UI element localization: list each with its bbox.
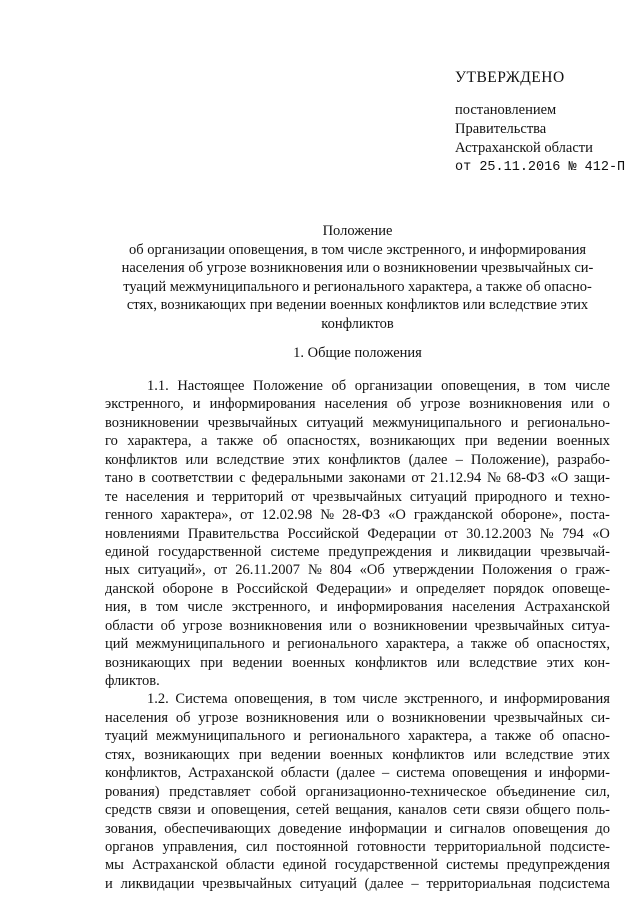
word: Положение),	[470, 451, 550, 468]
word: организации	[354, 378, 433, 394]
word: информации	[349, 820, 427, 837]
text-line	[105, 377, 610, 395]
word: от	[444, 525, 458, 542]
word: в	[221, 580, 229, 597]
word: Положения	[482, 562, 553, 579]
title-line: об организации оповещения, в том числе экстренного, и информирования	[128, 241, 587, 258]
word: «О	[592, 525, 610, 542]
text-line	[105, 561, 610, 579]
text-line	[105, 543, 610, 561]
word: ния,	[105, 599, 131, 616]
word: угрозе	[182, 617, 223, 634]
word: государственной	[158, 543, 262, 560]
section-heading: 1. Общие положения	[293, 345, 422, 361]
word: зования,	[105, 820, 157, 837]
word: о	[602, 396, 610, 413]
word: сил,	[584, 783, 610, 800]
word: «О	[388, 507, 406, 524]
word: те	[105, 488, 118, 505]
word: возникновении	[391, 709, 486, 726]
word: в	[138, 470, 146, 487]
word: населения	[125, 488, 189, 505]
word: чрезвычайных	[312, 488, 403, 505]
text-line	[105, 488, 610, 506]
word: конфликтов,	[105, 765, 182, 782]
word: обеспечивающих	[164, 820, 271, 837]
word: или	[329, 617, 353, 634]
word: чрезвычайных	[202, 875, 292, 892]
word: и	[105, 875, 113, 892]
word: информирования	[504, 691, 610, 708]
word: конфликтов	[105, 451, 178, 468]
word: территориальная	[426, 875, 532, 892]
word: ситуаций	[409, 488, 467, 505]
text-line	[105, 746, 610, 764]
word: или	[436, 654, 460, 671]
word: порядок	[493, 580, 544, 597]
word: Астраханской	[524, 599, 610, 616]
word: Правительства	[187, 525, 280, 542]
word: средств	[105, 802, 152, 819]
word: Российской	[287, 525, 359, 542]
word: до	[595, 820, 610, 837]
word: и	[440, 543, 449, 560]
word: обороне	[162, 580, 214, 597]
word: этих	[546, 654, 575, 671]
word: (далее	[408, 451, 448, 468]
number-sign: №	[568, 160, 577, 175]
word: территорий	[212, 488, 284, 505]
paragraph	[105, 690, 610, 893]
word: территориальной	[434, 838, 542, 855]
word: населения	[451, 599, 516, 616]
word: 12.02.98	[261, 507, 313, 524]
word: генного	[105, 507, 153, 524]
word: чрезвычайных	[207, 414, 298, 431]
word: новлениями	[105, 525, 180, 542]
word: об	[160, 617, 176, 634]
word: в	[319, 691, 327, 708]
word: связи	[486, 802, 520, 819]
text-line	[105, 506, 610, 524]
word: об	[331, 378, 347, 394]
approval-date: 25.11.2016	[479, 160, 561, 175]
word: информирования	[336, 599, 443, 616]
word: законами	[348, 470, 406, 487]
word: при	[200, 654, 223, 671]
word: военных	[329, 746, 383, 763]
word: том	[156, 599, 179, 616]
word: система	[396, 765, 446, 782]
word: угрозе	[198, 709, 239, 726]
text-line	[105, 690, 610, 708]
word: ведении	[270, 746, 321, 763]
word: информи-	[549, 765, 610, 782]
word: информирования	[209, 396, 316, 413]
word: с	[239, 470, 246, 487]
word: и	[554, 488, 563, 505]
word: сил	[246, 838, 268, 855]
text-line	[105, 414, 610, 432]
word: также	[216, 433, 254, 450]
word: конфликтов	[328, 451, 401, 468]
word: кон-	[583, 654, 610, 671]
approval-stamp	[455, 68, 635, 177]
word: или	[473, 746, 497, 763]
word: при	[464, 433, 488, 450]
word: подсистема	[539, 875, 610, 892]
word: сигналов	[449, 820, 506, 837]
word: ситуа-	[571, 617, 610, 634]
word: доведение	[278, 820, 342, 837]
word: си-	[590, 709, 610, 726]
word: а	[480, 728, 487, 745]
word: области	[280, 765, 330, 782]
text-line	[105, 432, 610, 450]
word: или	[570, 396, 594, 413]
text-line	[105, 709, 610, 727]
word: утверждении	[392, 562, 474, 579]
word: 1.1.	[147, 378, 169, 394]
word: туаций	[105, 728, 148, 745]
word: поста-	[570, 507, 610, 524]
word: регионального	[309, 728, 400, 745]
word: об	[262, 433, 278, 450]
word: вследствие	[505, 746, 574, 763]
word: характера,	[385, 636, 450, 653]
word: населения	[105, 709, 169, 726]
word: этих	[582, 746, 610, 763]
word: «Об	[359, 562, 385, 579]
title-line: Положение	[322, 223, 393, 239]
text-line	[105, 617, 610, 635]
word: природного	[474, 488, 547, 505]
word: межмуниципального	[156, 728, 286, 745]
word: вследствие	[216, 451, 285, 468]
word: об	[539, 728, 555, 745]
text-line	[105, 783, 610, 801]
word: также	[470, 636, 508, 653]
word: граж-	[575, 562, 610, 579]
word: оповещения	[452, 765, 528, 782]
word: №	[487, 470, 501, 487]
word: 28-ФЗ	[342, 507, 381, 524]
word: рования)	[105, 783, 160, 800]
word: 68-ФЗ	[506, 470, 545, 487]
title-line: стях, возникающих при ведении военных конфликтов или вследствие этих	[126, 297, 589, 314]
word: 30.12.2003	[466, 525, 532, 542]
word: и	[534, 765, 543, 782]
word: об	[514, 636, 530, 653]
word: го	[105, 433, 118, 450]
word: возникающих	[369, 433, 456, 450]
word: сетей	[295, 802, 330, 819]
word: межмуниципального	[372, 414, 502, 431]
word: числе	[187, 599, 223, 616]
approval-number: 412-П	[584, 160, 626, 175]
word: межмуниципального	[135, 636, 265, 653]
word: конфликтов	[354, 654, 428, 671]
word: защи-	[574, 470, 610, 487]
word: возникающих	[105, 654, 191, 671]
word: оповещения,	[234, 691, 314, 708]
word: Астраханской	[132, 857, 218, 874]
word: фликтов.	[105, 673, 160, 689]
word: том	[333, 691, 356, 708]
approval-heading: УТВЕРЖДЕНО	[455, 69, 565, 86]
word: возникновения	[229, 617, 323, 634]
word: –	[382, 765, 390, 782]
word: опасно-	[562, 728, 610, 745]
word: 26.11.2007	[235, 562, 300, 579]
word: ных	[105, 562, 130, 579]
text-line	[105, 820, 610, 838]
word: каналов	[398, 802, 447, 819]
word: ситуаций»,	[137, 562, 206, 579]
word: от	[411, 470, 425, 487]
word: готовности	[356, 838, 426, 855]
word: военных	[556, 433, 610, 450]
word: об	[396, 396, 412, 413]
text-line	[105, 395, 610, 413]
text-line	[105, 801, 610, 819]
word: ситуаций	[306, 414, 364, 431]
word: от	[213, 562, 228, 579]
word: Федерации	[367, 525, 436, 542]
word: поль-	[576, 802, 610, 819]
word: организационно-техническое	[305, 783, 487, 800]
word: экстренного,	[105, 396, 184, 413]
word: управления,	[162, 838, 238, 855]
word: предупреждения	[506, 857, 610, 874]
word: 21.12.94	[430, 470, 482, 487]
word: ций	[105, 636, 129, 653]
word: характера,	[408, 728, 473, 745]
word: –	[411, 875, 419, 892]
word: связи	[157, 802, 192, 819]
word: чрезвычайных	[474, 617, 565, 634]
word: характера,	[127, 433, 192, 450]
word: о	[359, 617, 367, 634]
text-line	[105, 672, 610, 690]
word: данской	[105, 580, 155, 597]
document-title	[105, 222, 610, 334]
word: определяет	[416, 580, 486, 597]
word: опасностях,	[286, 433, 361, 450]
word: и	[434, 820, 443, 837]
word: техно-	[570, 488, 610, 505]
word: чрезвычайных	[493, 709, 584, 726]
word: Система	[175, 691, 228, 708]
word: вследствие	[469, 654, 538, 671]
word: Положение	[253, 378, 323, 394]
word: ликвидации	[120, 875, 195, 892]
word: стях,	[105, 746, 136, 763]
word: военных	[292, 654, 346, 671]
word: от	[291, 488, 305, 505]
word: возникновения	[469, 396, 562, 413]
word: общего	[525, 802, 571, 819]
word: возникновении	[373, 617, 468, 634]
word: единой	[105, 543, 150, 560]
word: регионально-	[527, 414, 610, 431]
text-line	[105, 654, 610, 672]
word: подсисте-	[549, 838, 610, 855]
word: об	[175, 709, 191, 726]
word: характера»,	[160, 507, 233, 524]
word: единой	[282, 857, 327, 874]
word: том	[543, 378, 567, 394]
word: системе	[270, 543, 320, 560]
text-line	[105, 875, 610, 893]
word: о	[560, 562, 568, 579]
text-line	[105, 469, 610, 487]
word: и	[293, 728, 302, 745]
word: системы	[446, 857, 499, 874]
word: 804	[329, 562, 352, 579]
approval-date-line	[455, 158, 635, 177]
word: чрезвычай-	[540, 543, 610, 560]
word: Астраханской	[188, 765, 274, 782]
title-line: населения об угрозе возникновения или о возникновении чрезвычайных си-	[121, 260, 594, 277]
text-line	[105, 727, 610, 745]
word: Настоящее	[177, 378, 245, 394]
word: №	[308, 562, 322, 579]
word: мы	[105, 857, 124, 874]
word: а	[201, 433, 208, 450]
word: ведении	[232, 654, 283, 671]
word: представляет	[169, 783, 251, 800]
word: сети	[452, 802, 481, 819]
word: и	[510, 414, 519, 431]
approval-line: Астраханской области	[455, 140, 593, 156]
word: в	[528, 378, 536, 394]
text-line	[105, 451, 610, 469]
text-line	[105, 598, 610, 616]
word: объединение	[496, 783, 576, 800]
word: государственной	[334, 857, 439, 874]
word: 1.2.	[147, 691, 169, 708]
word: разрабо-	[557, 451, 610, 468]
word: конфликтов	[392, 746, 465, 763]
word: числе	[362, 691, 398, 708]
word: «О	[550, 470, 569, 487]
word: и	[319, 599, 328, 616]
word: в	[140, 599, 147, 616]
text-line	[105, 635, 610, 653]
word: вещания,	[335, 802, 393, 819]
word: обороне»,	[500, 507, 563, 524]
word: или	[185, 451, 209, 468]
word: ситуаций	[299, 875, 357, 892]
paragraph	[105, 377, 610, 690]
word: возникновении	[105, 414, 199, 431]
word: угрозе	[420, 396, 461, 413]
word: и	[192, 396, 201, 413]
word: (далее	[364, 875, 404, 892]
word: возникновения	[245, 709, 339, 726]
word: и	[196, 488, 205, 505]
text-line	[105, 764, 610, 782]
word: №	[320, 507, 335, 524]
word: гражданской	[413, 507, 493, 524]
word: этих	[292, 451, 320, 468]
word: о	[376, 709, 385, 726]
word: ликвидации	[457, 543, 532, 560]
date-prefix: от	[455, 160, 472, 175]
word: области	[225, 857, 275, 874]
text-line	[105, 856, 610, 874]
title-line: туаций межмуниципального и регионального характера, а также об опасно-	[123, 278, 592, 295]
word: от	[240, 507, 254, 524]
word: при	[238, 746, 262, 763]
word: также	[494, 728, 532, 745]
word: оповещения,	[210, 802, 290, 819]
word: предупреждения	[328, 543, 432, 560]
title-line: конфликтов	[321, 315, 394, 332]
document-body	[105, 377, 610, 893]
word: а	[457, 636, 464, 653]
word: и	[197, 802, 205, 819]
word: и	[272, 636, 280, 653]
text-line	[105, 580, 610, 598]
word: области	[105, 617, 154, 634]
word: числе	[574, 378, 610, 394]
text-line	[105, 838, 610, 856]
text-line	[105, 525, 610, 543]
word: федеральными	[251, 470, 343, 487]
word: 794	[562, 525, 584, 542]
word: и	[489, 691, 498, 708]
word: экстренного,	[231, 599, 311, 616]
word: оповещения	[512, 820, 588, 837]
word: регионального	[287, 636, 379, 653]
word: или	[346, 709, 370, 726]
approval-line: постановлением	[455, 102, 557, 118]
word: соответствии	[151, 470, 234, 487]
approval-line: Правительства	[455, 121, 547, 137]
word: постоянной	[276, 838, 349, 855]
word: оповеще-	[552, 580, 610, 597]
word: и	[400, 580, 408, 597]
word: оповещения,	[441, 378, 520, 394]
word: ведении	[497, 433, 548, 450]
word: –	[455, 451, 463, 468]
word: возникающих	[144, 746, 230, 763]
word: собой	[260, 783, 297, 800]
word: №	[539, 525, 554, 542]
word: Российской	[236, 580, 308, 597]
word: (далее	[336, 765, 376, 782]
word: органов	[105, 838, 154, 855]
word: населения	[324, 396, 388, 413]
word: Федерации»	[316, 580, 392, 597]
word: экстренного,	[404, 691, 483, 708]
word: опасностях,	[536, 636, 610, 653]
word: тано	[105, 470, 133, 487]
